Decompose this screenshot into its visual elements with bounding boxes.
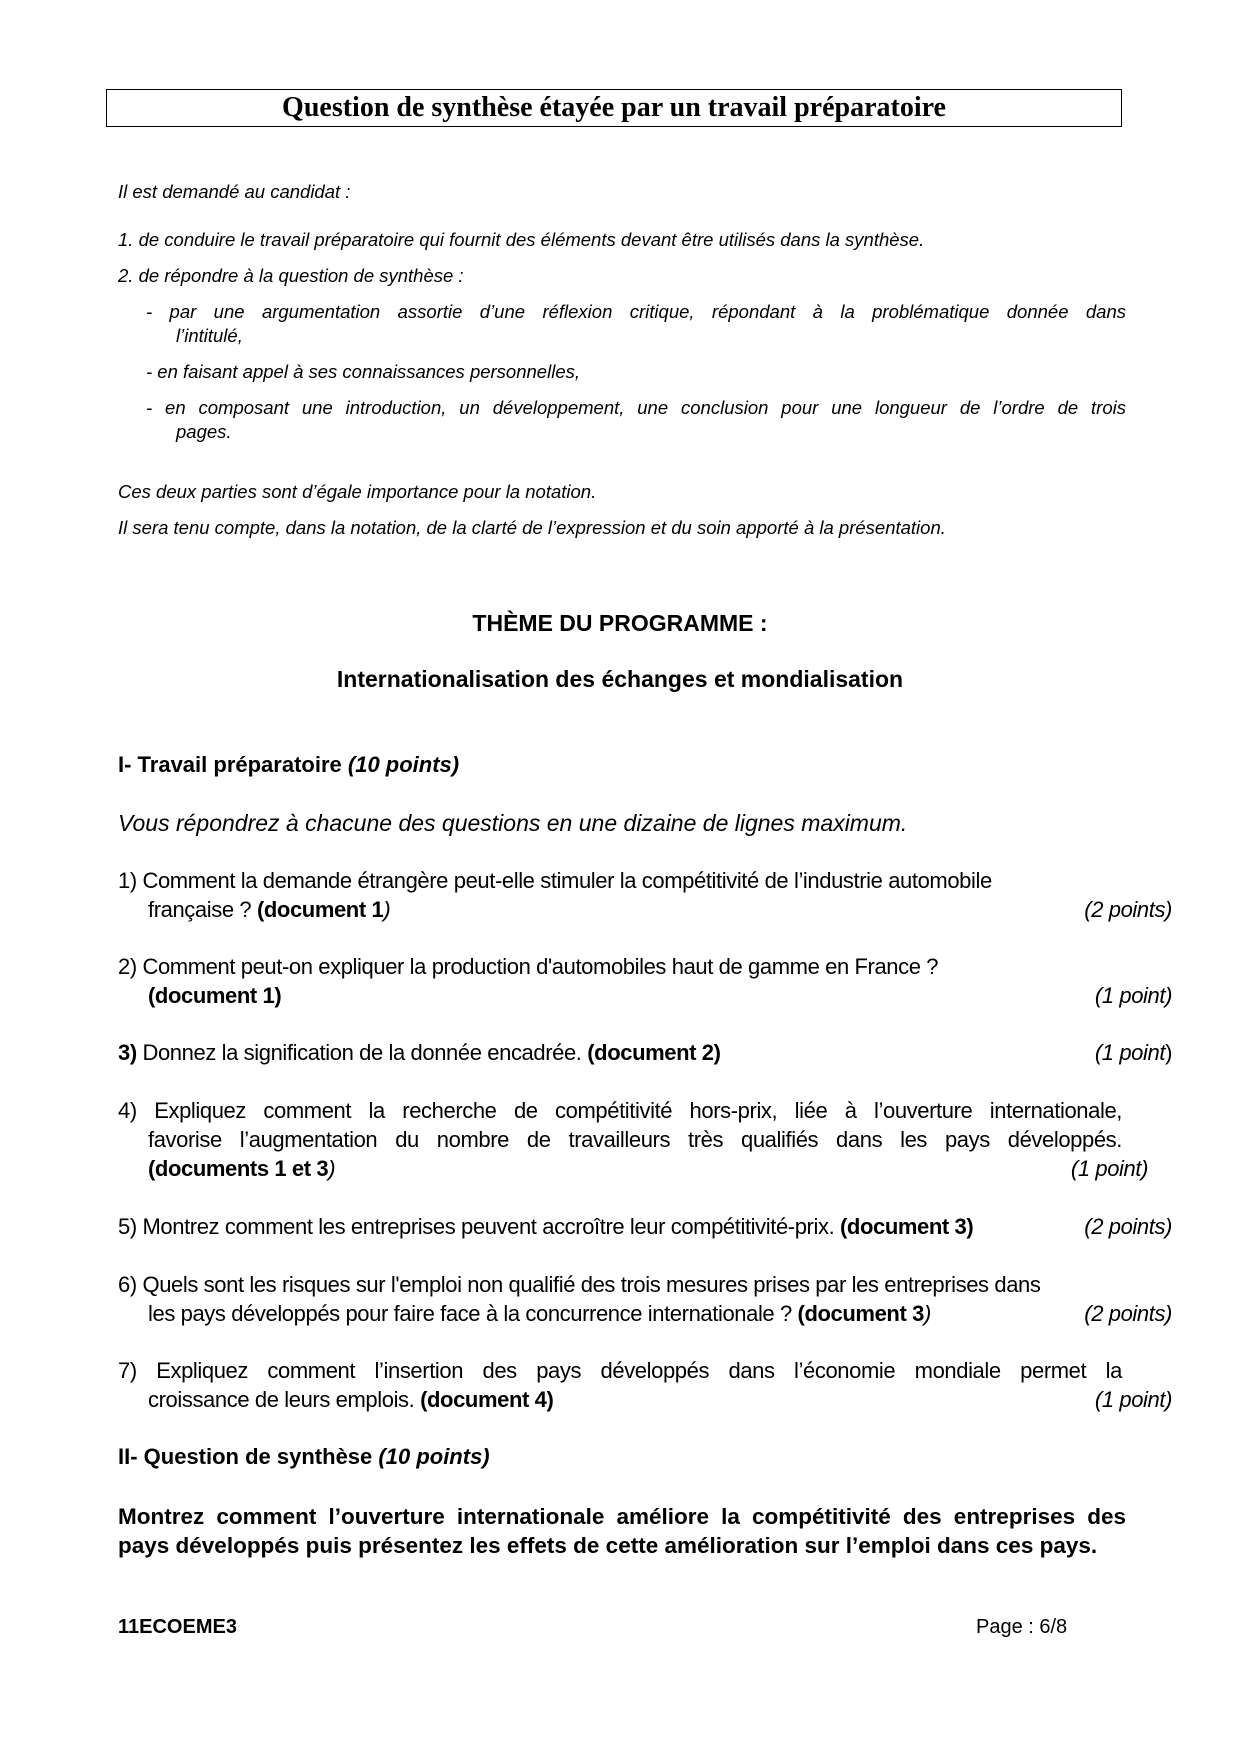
theme-label: THÈME DU PROGRAMME : bbox=[472, 610, 768, 636]
question-number: 1) bbox=[118, 868, 137, 893]
document-ref: (document 3) bbox=[840, 1214, 974, 1239]
document-ref: (document 3 bbox=[797, 1301, 924, 1326]
question-points-main: (1 point bbox=[1094, 1040, 1166, 1065]
instruction-item-2: 2. de répondre à la question de synthèse : bbox=[118, 265, 464, 286]
question-4 bbox=[118, 1096, 1148, 1183]
instructions-intro: Il est demandé au candidat : bbox=[118, 181, 351, 202]
document-ref: (document 1) bbox=[148, 983, 282, 1008]
question-number: 4) bbox=[118, 1098, 137, 1123]
question-text-cont: croissance de leurs emplois. bbox=[148, 1387, 415, 1412]
question-1 bbox=[118, 866, 1172, 924]
question-points: (1 point) bbox=[1094, 1387, 1172, 1412]
question-text-cont: française ? bbox=[148, 897, 252, 922]
question-points-close: ) bbox=[1165, 1040, 1172, 1065]
question-points: (1 point) bbox=[1094, 983, 1172, 1008]
part2-heading-points: (10 points) bbox=[378, 1444, 490, 1469]
instruction-sub-3-line2: pages. bbox=[176, 421, 232, 442]
question-text-cont: les pays développés pour faire face à la concurrence internationale ? bbox=[148, 1301, 792, 1326]
question-text: Comment peut-on expliquer la production d'automobiles haut de gamme en France ? bbox=[142, 954, 939, 979]
instruction-note-1: Ces deux parties sont d’égale importance pour la notation. bbox=[118, 481, 597, 502]
page-number: Page : 6/8 bbox=[976, 1616, 1068, 1638]
question-points: (2 points) bbox=[1084, 897, 1172, 922]
document-ref-close: ) bbox=[328, 1156, 336, 1181]
instruction-sub-3-line1: - en composant une introduction, un développement, une conclusion pour une longueur de l’ordre de trois bbox=[146, 397, 1126, 418]
instruction-sub-1-line1: - par une argumentation assortie d’une réflexion critique, répondant à la problématique donnée dans bbox=[146, 301, 1126, 322]
instruction-sub-3 bbox=[146, 396, 1126, 444]
question-number: 6) bbox=[118, 1272, 137, 1297]
document-ref: (document 2) bbox=[587, 1040, 721, 1065]
question-number: 3) bbox=[118, 1040, 137, 1065]
question-number: 2) bbox=[118, 954, 137, 979]
question-points: (1 point) bbox=[1070, 1156, 1148, 1181]
question-points: (2 points) bbox=[1084, 1301, 1172, 1326]
document-ref: (document 1 bbox=[256, 897, 384, 922]
question-5 bbox=[118, 1212, 1172, 1241]
document-ref: (documents 1 et 3 bbox=[148, 1156, 329, 1181]
document-ref-close: ) bbox=[383, 897, 391, 922]
synthesis-question: Montrez comment l’ouverture internationale améliore la compétitivité des entreprises des pays développés puis présentez les effets de cette amélioration sur l’emploi dans ces pays. bbox=[118, 1504, 1126, 1558]
instruction-sub-1 bbox=[146, 300, 1126, 348]
question-7 bbox=[118, 1356, 1172, 1414]
exam-code: 11ECOEME3 bbox=[118, 1616, 237, 1638]
theme-subject: Internationalisation des échanges et mondialisation bbox=[336, 666, 904, 692]
question-text: Comment la demande étrangère peut-elle stimuler la compétitivité de l’industrie automobile bbox=[142, 868, 992, 893]
instruction-note-2: Il sera tenu compte, dans la notation, de la clarté de l’expression et du soin apporté à la présentation. bbox=[118, 517, 946, 538]
part2-heading bbox=[118, 1444, 490, 1470]
part1-heading-points: (10 points) bbox=[347, 752, 460, 777]
question-6 bbox=[118, 1270, 1172, 1328]
question-text: Montrez comment les entreprises peuvent accroître leur compétitivité-prix. bbox=[142, 1214, 835, 1239]
question-number: 7) bbox=[118, 1358, 137, 1383]
question-text-cont: favorise l’augmentation du nombre de travailleurs très qualifiés dans les pays développés. bbox=[148, 1127, 1122, 1152]
part1-directive: Vous répondrez à chacune des questions en une dizaine de lignes maximum. bbox=[118, 810, 908, 836]
instruction-sub-2: - en faisant appel à ses connaissances personnelles, bbox=[146, 361, 580, 382]
question-number: 5) bbox=[118, 1214, 137, 1239]
instruction-sub-1-line2: l’intitulé, bbox=[176, 325, 243, 346]
question-points bbox=[1095, 1038, 1172, 1067]
question-text: Quels sont les risques sur l'emploi non qualifié des trois mesures prises par les entreprises dans bbox=[142, 1272, 1041, 1297]
question-text: Expliquez comment l’insertion des pays développés dans l’économie mondiale permet la bbox=[156, 1358, 1122, 1383]
question-text: Donnez la signification de la donnée encadrée. bbox=[142, 1040, 582, 1065]
document-ref: (document 4) bbox=[420, 1387, 554, 1412]
document-ref-close: ) bbox=[923, 1301, 931, 1326]
question-points: (2 points) bbox=[1084, 1214, 1172, 1239]
question-2 bbox=[118, 952, 1172, 1010]
part1-heading-text: I- Travail préparatoire bbox=[118, 752, 342, 777]
page-title: Question de synthèse étayée par un travail préparatoire bbox=[106, 89, 1122, 127]
question-text: Expliquez comment la recherche de compétitivité hors-prix, liée à l’ouverture internationale, bbox=[154, 1098, 1122, 1123]
part2-heading-text: II- Question de synthèse bbox=[118, 1444, 373, 1469]
instruction-item-1: 1. de conduire le travail préparatoire qui fournit des éléments devant être utilisés dans la synthèse. bbox=[118, 229, 925, 250]
part1-heading bbox=[118, 752, 459, 778]
question-3 bbox=[118, 1038, 1172, 1067]
